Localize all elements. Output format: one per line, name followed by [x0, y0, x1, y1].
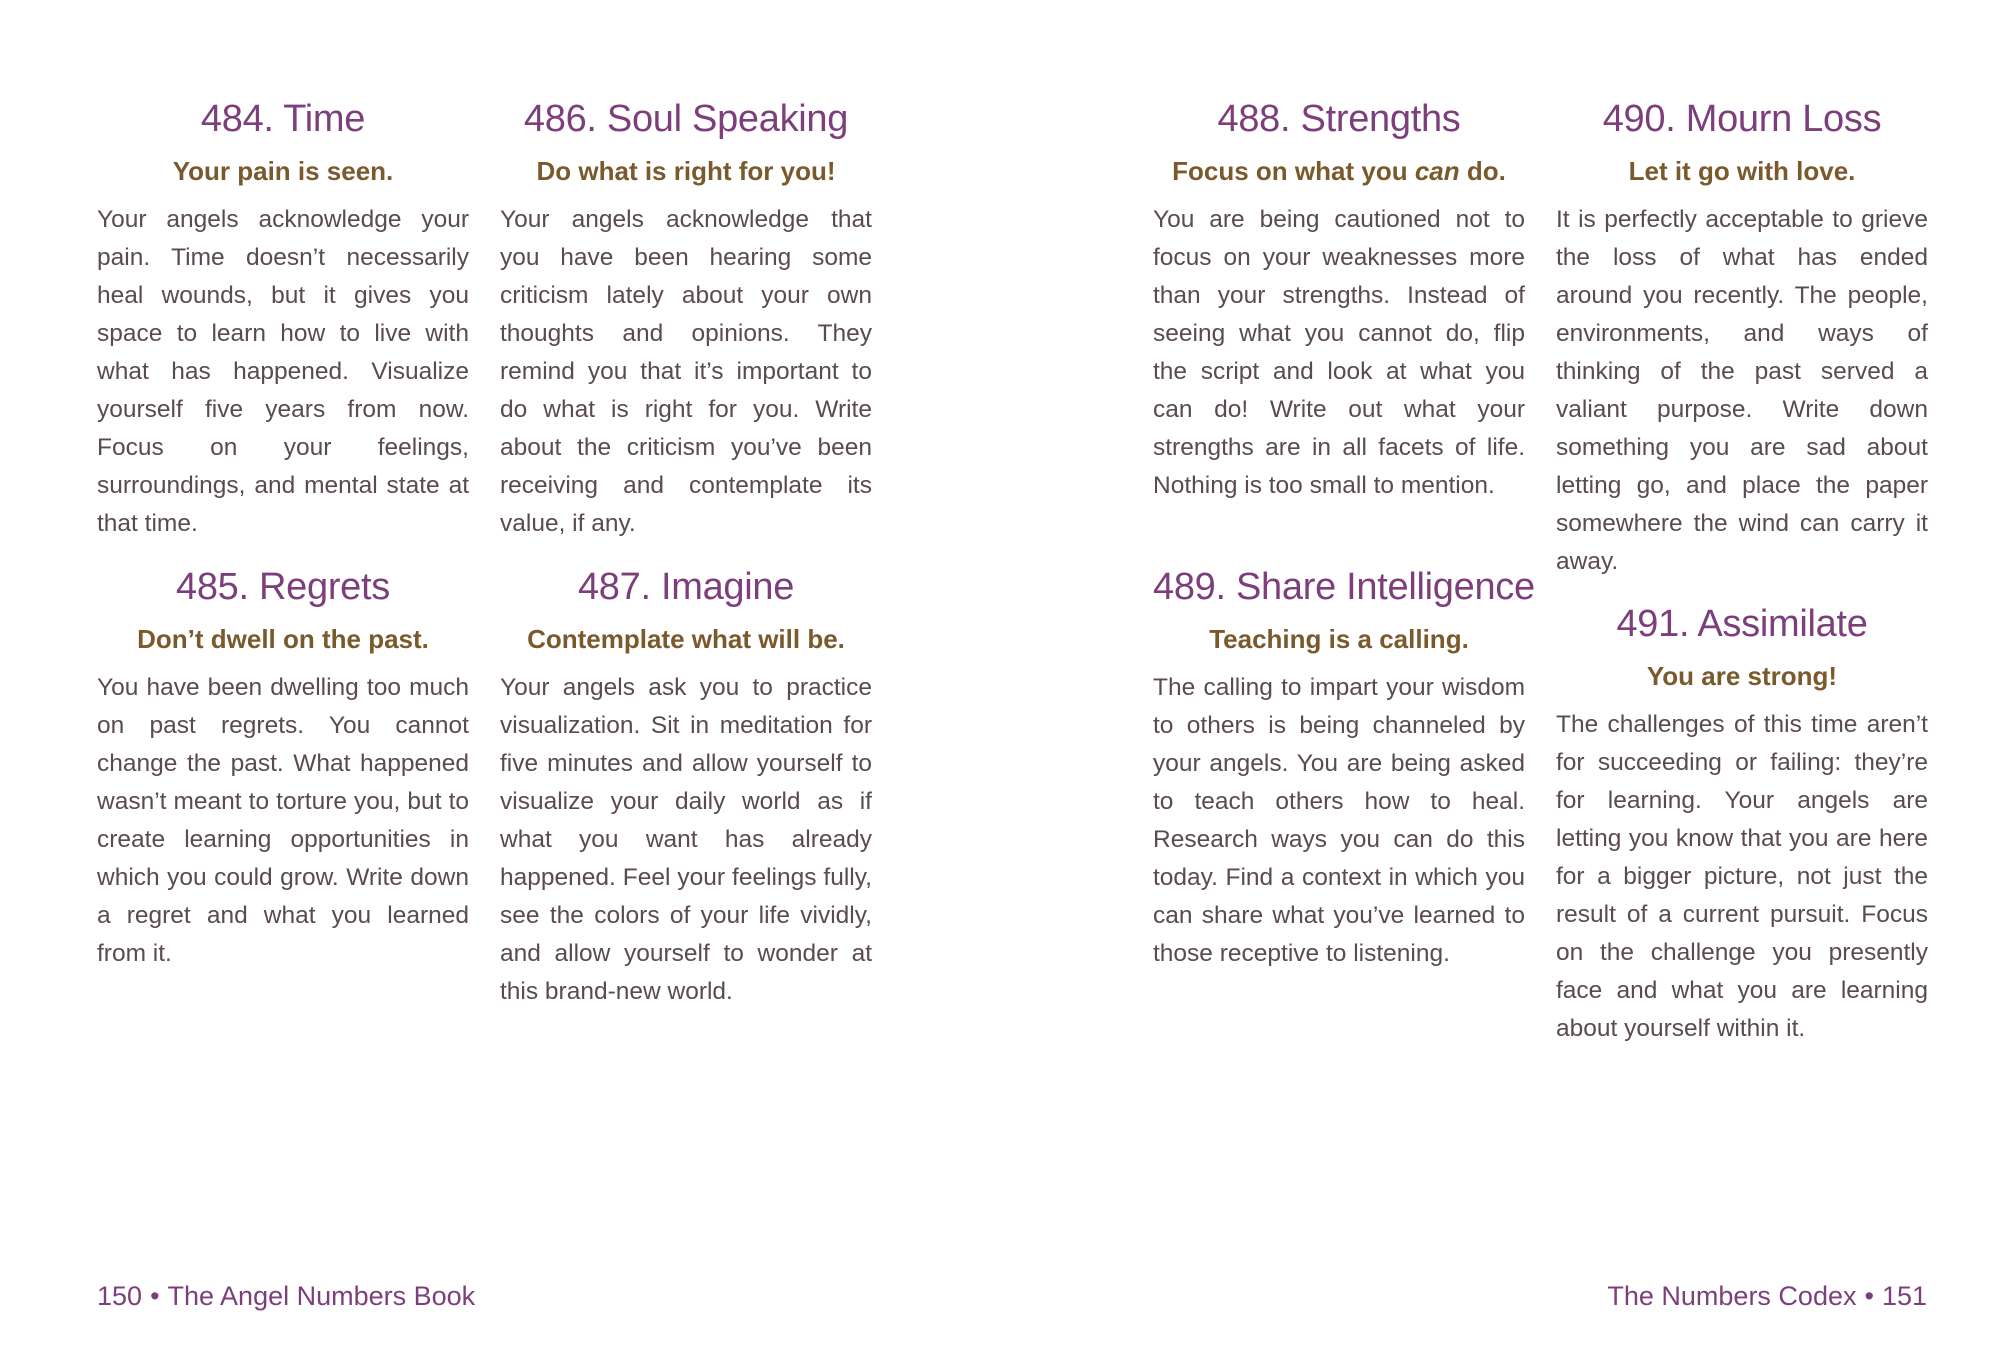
- entry-487: [500, 563, 872, 1011]
- entry-490: [1556, 95, 1928, 581]
- entry-title: 484. Time: [200, 98, 366, 140]
- subtitle-part: Focus on what you: [1172, 156, 1415, 186]
- left-page-footer: [97, 1278, 475, 1314]
- entry-title: 489. Share Intelligence: [1153, 566, 1535, 608]
- entry-title: 487. Imagine: [577, 566, 795, 608]
- entry-body: The challenges of this time aren’t for succeeding or failing: they’re for learning. Your angels are letting you know that you are here for a bigger picture, not just the result of a current pursuit. Focus on the challenge you presently face and what you are learning about yourself within it.: [1556, 711, 1928, 1042]
- entry-subtitle: Your pain is seen.: [172, 156, 394, 186]
- entry-title: 491. Assimilate: [1616, 603, 1868, 645]
- entry-body: Your angels ask you to practice visualization. Sit in meditation for five minutes and allow yourself to visualize your daily world as if what you want has already happened. Feel your feelings fully, see the colors of your life vividly, and allow yourself to wonder at this brand-new world.: [500, 674, 872, 1005]
- entry-subtitle: [1153, 153, 1525, 189]
- book-title: The Angel Numbers Book: [167, 1281, 476, 1311]
- subtitle-emphasis: can: [1414, 156, 1460, 186]
- entry-485: [97, 563, 469, 973]
- entry-body: The calling to impart your wisdom to others is being channeled by your angels. You are being asked to teach others how to heal. Research ways you can do this today. Find a context in which you can share what you’ve learned to those receptive to listening.: [1153, 674, 1525, 967]
- entry-484: [97, 95, 469, 543]
- entry-491: [1556, 600, 1928, 1048]
- entry-title: 486. Soul Speaking: [523, 98, 849, 140]
- entry-body: You are being cautioned not to focus on your weaknesses more than your strengths. Instead of seeing what you cannot do, flip the script and look at what you can do! Write out what your strengths are in all facets of life. Nothing is too small to mention.: [1153, 206, 1525, 499]
- entry-body: You have been dwelling too much on past regrets. You cannot change the past. What happened wasn’t meant to torture you, but to create learning opportunities in which you could grow. Write down a regret and what you learned from it.: [97, 674, 469, 967]
- page-number: 151: [1881, 1281, 1927, 1311]
- entry-title: 485. Regrets: [176, 566, 390, 608]
- entry-title: 490. Mourn Loss: [1602, 98, 1882, 140]
- entry-body: Your angels acknowledge your pain. Time doesn’t necessarily heal wounds, but it gives you space to learn how to live with what has happened. Visualize yourself five years from now. Focus on your feelings, surroundings, and mental state at that time.: [97, 206, 469, 537]
- right-page-footer: [1607, 1278, 1927, 1314]
- entry-subtitle: Don’t dwell on the past.: [137, 624, 429, 654]
- footer-separator: •: [150, 1281, 160, 1311]
- entry-489: [1153, 563, 1535, 973]
- subtitle-part: do.: [1459, 156, 1506, 186]
- entry-subtitle: Teaching is a calling.: [1209, 624, 1469, 654]
- entry-body: It is perfectly acceptable to grieve the loss of what has ended around you recently. The people, environments, and ways of thinking of the past served a valiant purpose. Write down something you are sad about letting go, and place the paper somewhere the wind can carry it away.: [1556, 206, 1928, 575]
- entry-486: [500, 95, 872, 543]
- entry-body: Your angels acknowledge that you have been hearing some criticism lately about your own thoughts and opinions. They remind you that it’s important to do what is right for you. Write about the criticism you’ve been receiving and contemplate its value, if any.: [500, 206, 872, 537]
- entry-subtitle: You are strong!: [1646, 661, 1838, 691]
- entry-subtitle: Do what is right for you!: [536, 156, 836, 186]
- entry-subtitle: Contemplate what will be.: [527, 624, 845, 654]
- chapter-title: The Numbers Codex: [1607, 1281, 1857, 1311]
- entry-title: 488. Strengths: [1217, 98, 1461, 140]
- page-number: 150: [97, 1281, 143, 1311]
- entry-subtitle: Let it go with love.: [1628, 156, 1856, 186]
- entry-488: [1153, 95, 1525, 505]
- footer-separator: •: [1864, 1281, 1874, 1311]
